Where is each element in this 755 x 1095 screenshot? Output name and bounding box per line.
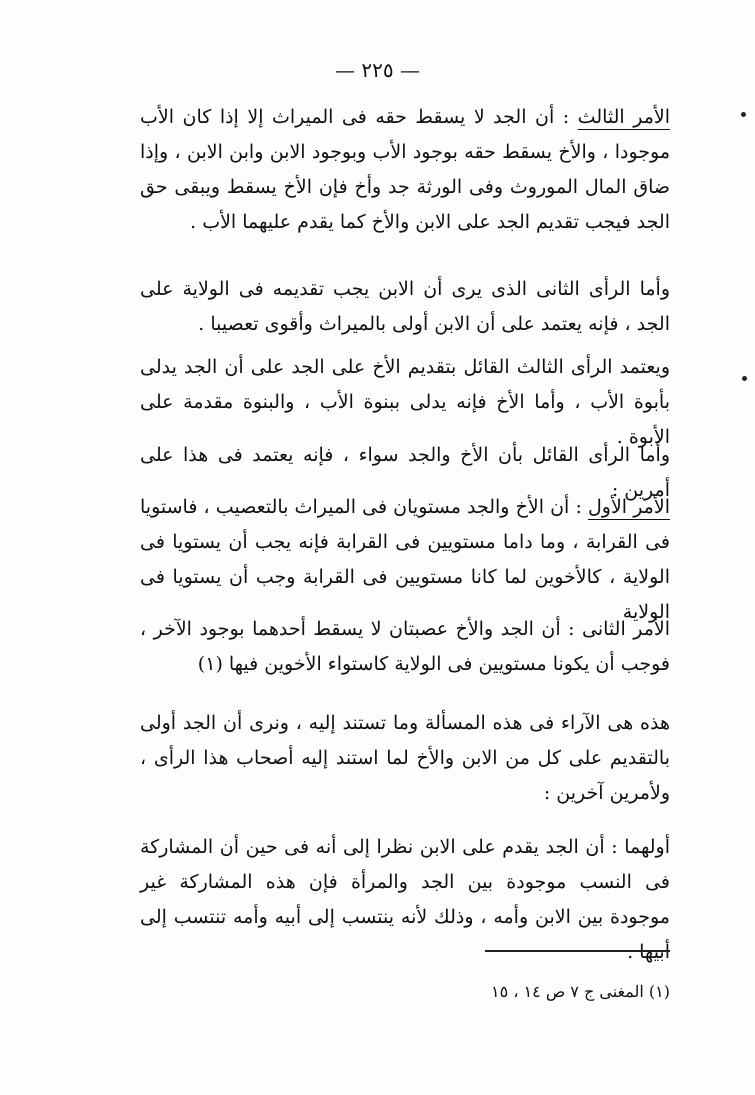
paragraph-6	[140, 612, 670, 682]
paragraph-7	[140, 706, 670, 811]
paragraph-1	[140, 100, 670, 240]
paragraph-2	[140, 272, 670, 342]
page-number: — ٢٢٥ —	[335, 58, 420, 82]
paragraph-text: : أن الأخ والجد مستويان فى الميراث بالتعصيب ، فاستويا فى القرابة ، وما داما مستويين فى القرابة فإنه يجب أن يستويا فى الولاية ، كالأخوين لما كانا مستويين فى القرابة وجب أن يستويا فى الولاية	[140, 496, 670, 623]
paragraph-5	[140, 490, 670, 630]
paragraph-text: أولهما : أن الجد يقدم على الابن نظرا إلى أنه فى حين أن المشاركة فى النسب موجودة بين الجد والمرأة فإن هذه المشاركة غير موجودة بين الابن وأمه ، وذلك لأنه ينتسب إلى أبيه وأمه تنتسب إلى أبيها .	[140, 836, 670, 963]
paragraph-text: وأما الرأى الثانى الذى يرى أن الابن يجب تقديمه فى الولاية على الجد ، فإنه يعتمد على أن الابن أولى بالميراث وأقوى تعصيبا .	[140, 278, 670, 335]
paragraph-text: الأمر الثانى : أن الجد والأخ عصبتان لا يسقط أحدهما بوجود الآخر ، فوجب أن يكونا مستويين فى الولاية كاستواء الأخوين فيها (١)	[140, 618, 670, 675]
paragraph-8	[140, 830, 670, 970]
margin-mark-middle	[742, 376, 747, 381]
paragraph-lead: الأمر الأول	[587, 496, 670, 518]
footnote: (١) المغنى ج ٧ ص ١٤ ، ١٥	[491, 982, 670, 1001]
paragraph-text: وأما الرأى القائل بأن الأخ والجد سواء ، فإنه يعتمد فى هذا على أمرين :	[140, 444, 670, 501]
paragraph-lead: الأمر الثالث	[577, 106, 670, 128]
paragraph-text: ويعتمد الرأى الثالث القائل بتقديم الأخ على الجد على أن الجد يدلى بأبوة الأب ، وأما الأخ فإنه يدلى ببنوة الأب ، والبنوة مقدمة على الأبوة .	[140, 356, 670, 448]
paragraph-text: هذه هى الآراء فى هذه المسألة وما تستند إليه ، ونرى أن الجد أولى بالتقديم على كل من الابن والأخ لما استند إليه أصحاب هذا الرأى ، ولأمرين آخرين :	[140, 712, 670, 804]
margin-mark-top	[741, 112, 746, 117]
paragraph-text: : أن الجد لا يسقط حقه فى الميراث إلا إذا كان الأب موجودا ، والأخ يسقط حقه بوجود الأب وبوجود الابن وابن الابن ، وإذا ضاق المال الموروث وفى الورثة جد وأخ فإن الأخ يسقط ويبقى حق الجد فيجب تقديم الجد على الابن والأخ كما يقدم عليهما الأب .	[140, 106, 670, 233]
footnote-divider	[485, 950, 670, 952]
